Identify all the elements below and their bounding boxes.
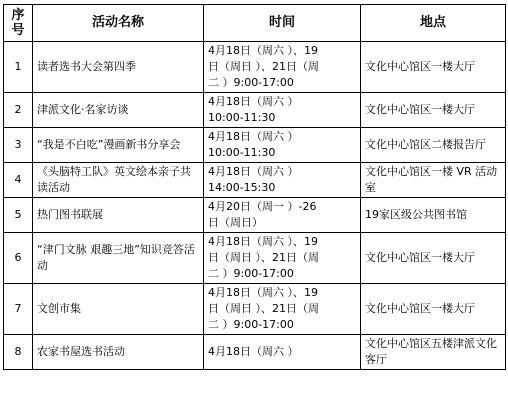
table-row: [4, 284, 506, 335]
table-row: [4, 93, 506, 128]
cell-seq: 3: [4, 128, 33, 163]
cell-name: 读者选书大会第四季: [33, 42, 204, 93]
header-seq: 序号: [4, 5, 33, 42]
cell-name: 热门图书联展: [33, 198, 204, 233]
cell-seq: 6: [4, 233, 33, 284]
cell-name: 《头脑特工队》英文绘本亲子共读活动: [33, 163, 204, 198]
table-row: [4, 233, 506, 284]
cell-time: 4月18日（周六 ）、19 日（周日 ）、21日（周 二 ）9:00-17:00: [204, 233, 361, 284]
table-row: [4, 335, 506, 370]
cell-seq: 4: [4, 163, 33, 198]
header-place: 地点: [361, 5, 506, 42]
events-table: [3, 4, 506, 370]
cell-name: 文创市集: [33, 284, 204, 335]
cell-time: 4月18日（周六 ）、19 日（周日 ）、21日（周 二 ）9:00-17:00: [204, 42, 361, 93]
cell-time: 4月18日（周六 ） 10:00-11:30: [204, 93, 361, 128]
cell-seq: 2: [4, 93, 33, 128]
cell-time: 4月18日（周六 ）: [204, 335, 361, 370]
cell-place: 文化中心馆区一楼大厅: [361, 284, 506, 335]
table-row: [4, 128, 506, 163]
table-row: [4, 42, 506, 93]
cell-time: 4月20日（周一 ）-26 日（周日）: [204, 198, 361, 233]
cell-place: 文化中心馆区一楼大厅: [361, 42, 506, 93]
cell-place: 文化中心馆区一楼 VR 活动室: [361, 163, 506, 198]
cell-name: “津门文脉 艰趣三地”知识竞答活动: [33, 233, 204, 284]
cell-time: 4月18日（周六 ） 14:00-15:30: [204, 163, 361, 198]
cell-place: 文化中心馆区五楼津派文化客厅: [361, 335, 506, 370]
cell-place: 文化中心馆区一楼大厅: [361, 93, 506, 128]
header-time: 时间: [204, 5, 361, 42]
cell-name: 农家书屋选书活动: [33, 335, 204, 370]
cell-name: 津派文化·名家访谈: [33, 93, 204, 128]
cell-time: 4月18日（周六 ） 10:00-11:30: [204, 128, 361, 163]
cell-place: 文化中心馆区一楼大厅: [361, 233, 506, 284]
cell-place: 19家区级公共图书馆: [361, 198, 506, 233]
cell-place: 文化中心馆区二楼报告厅: [361, 128, 506, 163]
cell-name: “我是不白吃”漫画新书分享会: [33, 128, 204, 163]
header-name: 活动名称: [33, 5, 204, 42]
cell-time: 4月18日（周六 ）、19 日（周日 ）、21日（周 二 ）9:00-17:00: [204, 284, 361, 335]
cell-seq: 1: [4, 42, 33, 93]
table-row: [4, 163, 506, 198]
table-row: [4, 198, 506, 233]
cell-seq: 8: [4, 335, 33, 370]
header-row: [4, 5, 506, 42]
cell-seq: 5: [4, 198, 33, 233]
cell-seq: 7: [4, 284, 33, 335]
